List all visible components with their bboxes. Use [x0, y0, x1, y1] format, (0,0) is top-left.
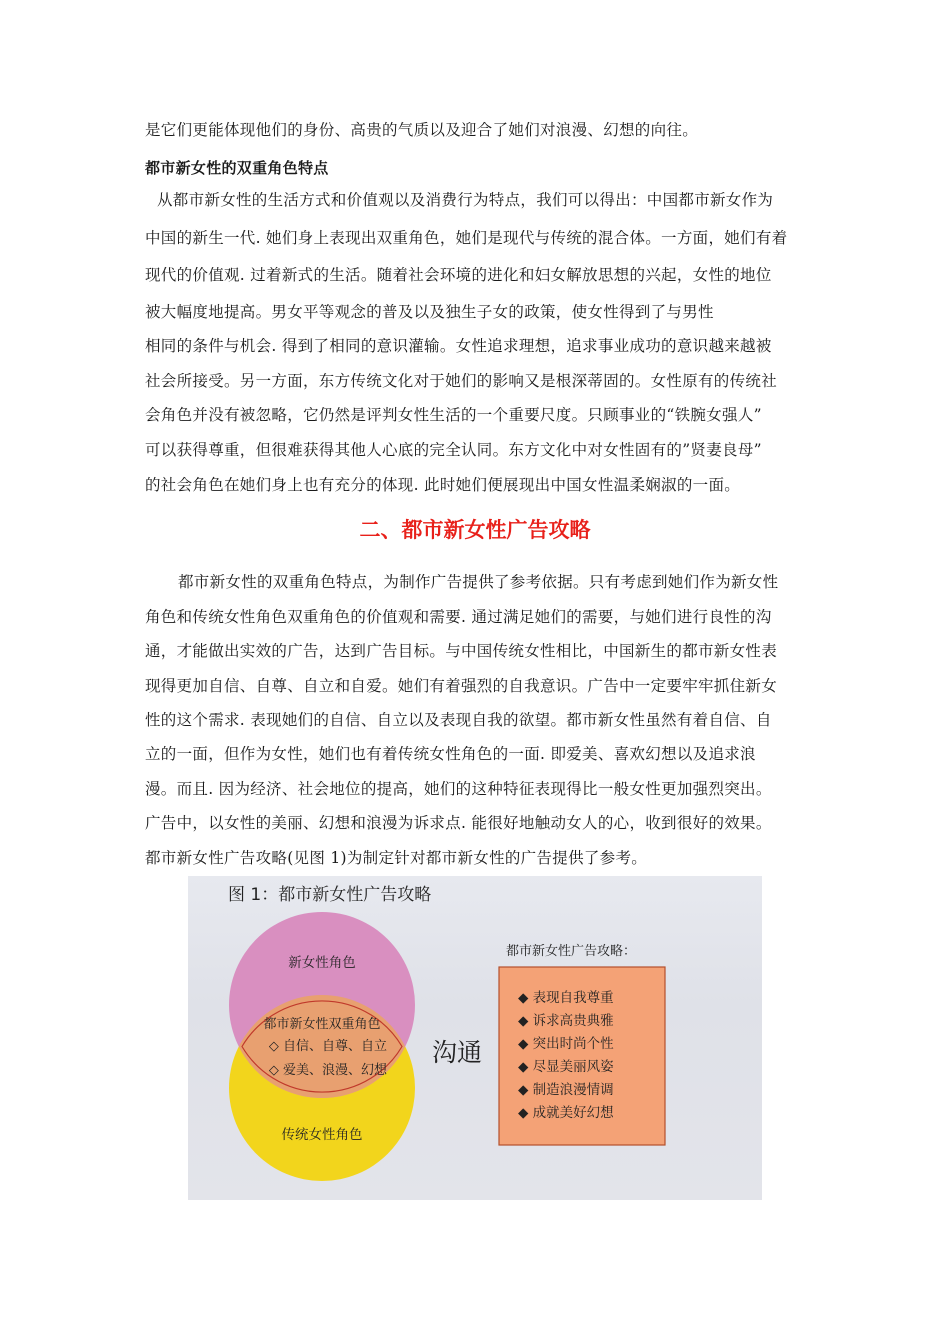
- paragraph-line: 都市新女性广告攻略(见图 1)为制定针对都市新女性的广告提供了参考。: [145, 849, 648, 867]
- paragraph-line: 相同的条件与机会. 得到了相同的意识灌输。女性追求理想，追求事业成功的意识越来越被: [145, 337, 772, 355]
- paragraph-line: 通，才能做出实效的广告，达到广告目标。与中国传统女性相比，中国新生的都市新女性表: [145, 642, 778, 660]
- strategy-item: ◆ 制造浪漫情调: [518, 1082, 614, 1098]
- section-heading: 二、都市新女性广告攻略: [359, 518, 591, 542]
- paragraph-line: 性的这个需求. 表现她们的自信、自立以及表现自我的欲望。都市新女性虽然有着自信、自: [145, 711, 772, 729]
- paragraph-line: 漫。而且. 因为经济、社会地位的提高，她们的这种特征表现得比一般女性更加强烈突出。: [145, 780, 772, 798]
- paragraph-line: 现得更加自信、自尊、自立和自爱。她们有着强烈的自我意识。广告中一定要牢牢抓住新女: [145, 677, 778, 695]
- section-title: 都市新女性的双重角色特点: [145, 159, 329, 177]
- strategy-item: ◆ 诉求高贵典雅: [518, 1013, 614, 1029]
- paragraph-line: 角色和传统女性角色双重角色的价值观和需要. 通过满足她们的需要，与她们进行良性的沟: [145, 608, 772, 626]
- paragraph-line: 现代的价值观. 过着新式的生活。随着社会环境的进化和妇女解放思想的兴起，女性的地位: [145, 266, 772, 284]
- paragraph-intro-line: 是它们更能体现他们的身份、高贵的气质以及迎合了她们对浪漫、幻想的向往。: [145, 121, 699, 139]
- overlap-item: ◇ 自信、自尊、自立: [268, 1039, 388, 1054]
- paragraph-line: 会角色并没有被忽略，它仍然是评判女性生活的一个重要尺度。只顾事业的“铁腕女强人”: [145, 406, 762, 424]
- paragraph-line: 社会所接受。另一方面，东方传统文化对于她们的影响又是根深蒂固的。女性原有的传统社: [145, 372, 778, 390]
- paragraph-line: 广告中，以女性的美丽、幻想和浪漫为诉求点. 能很好地触动女人的心，收到很好的效果。: [145, 814, 772, 832]
- figure-title: 图 1：都市新女性广告攻略: [228, 885, 432, 905]
- circle-bottom-label: 传统女性角色: [281, 1127, 363, 1143]
- paragraph-line: 被大幅度地提高。男女平等观念的普及以及独生子女的政策，使女性得到了与男性: [145, 303, 714, 321]
- strategy-item: ◆ 表现自我尊重: [518, 990, 614, 1006]
- overlap-label: 都市新女性双重角色: [263, 1017, 381, 1032]
- strategy-item: ◆ 尽显美丽风姿: [518, 1059, 614, 1075]
- circle-top-label: 新女性角色: [288, 955, 356, 971]
- strategy-box-title: 都市新女性广告攻略：: [506, 944, 637, 959]
- strategy-item: ◆ 突出时尚个性: [518, 1036, 614, 1052]
- paragraph-line: 的社会角色在她们身上也有充分的体现. 此时她们便展现出中国女性温柔娴淑的一面。: [145, 476, 741, 494]
- paragraph-line: 从都市新女性的生活方式和价值观以及消费行为特点，我们可以得出：中国都市新女作为: [157, 191, 774, 209]
- figure-ad-strategy-diagram: [188, 876, 762, 1200]
- overlap-item: ◇ 爱美、浪漫、幻想: [268, 1063, 388, 1078]
- paragraph-line: 可以获得尊重，但很难获得其他人心底的完全认同。东方文化中对女性固有的”贤妻良母”: [145, 441, 762, 459]
- figure-svg: [188, 876, 762, 1200]
- connector-label: 沟通: [432, 1038, 483, 1067]
- paragraph-line: 中国的新生一代. 她们身上表现出双重角色，她们是现代与传统的混合体。一方面，她们有着: [145, 229, 788, 247]
- strategy-item: ◆ 成就美好幻想: [518, 1105, 614, 1121]
- paragraph-line: 立的一面，但作为女性，她们也有着传统女性角色的一面. 即爱美、喜欢幻想以及追求浪: [145, 745, 756, 763]
- paragraph-line: 都市新女性的双重角色特点，为制作广告提供了参考依据。只有考虑到她们作为新女性: [178, 573, 779, 591]
